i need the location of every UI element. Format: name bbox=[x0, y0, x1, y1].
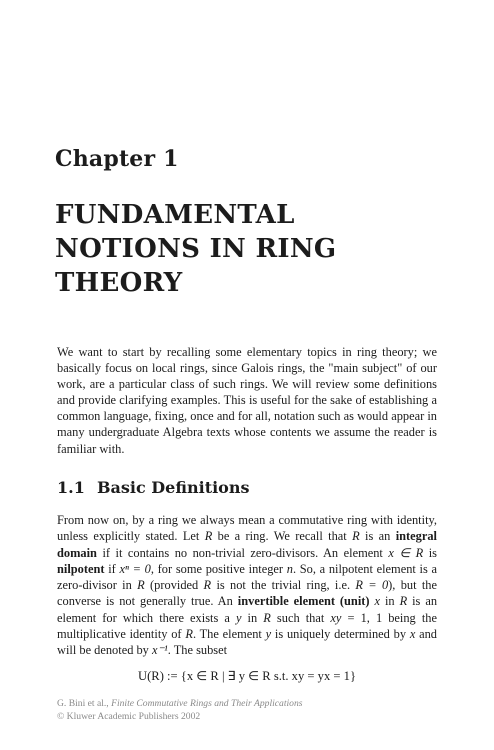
math-expression: x ∈ R bbox=[388, 545, 424, 560]
math-symbol: R bbox=[263, 610, 271, 625]
math-expression: xy bbox=[330, 610, 342, 625]
body-text: is not the trivial ring, i.e. bbox=[211, 578, 356, 593]
section-number: 1.1 bbox=[57, 478, 85, 497]
math-symbol: y bbox=[265, 627, 272, 642]
body-text: in bbox=[380, 594, 400, 609]
body-text: is uniquely determined by bbox=[271, 627, 410, 642]
body-text: = 1, 1 being the multiplicative identity of bbox=[57, 610, 437, 642]
body-text: is an element for which there exists a bbox=[57, 594, 438, 625]
footer-citation bbox=[57, 697, 303, 710]
body-text: is an bbox=[359, 529, 396, 544]
body-text: if it contains no non-trivial zero-divisors. An element bbox=[96, 545, 389, 560]
math-expression: R = 0 bbox=[355, 578, 389, 593]
body-text: . The subset bbox=[167, 643, 228, 658]
display-equation: U(R) := {x ∈ R | ∃ y ∈ R s.t. xy = yx = 1} bbox=[138, 669, 356, 683]
chapter-title bbox=[55, 198, 455, 300]
math-symbol: R bbox=[352, 529, 360, 544]
chapter-title-line: THEORY bbox=[55, 268, 183, 298]
math-symbol: x bbox=[409, 627, 416, 642]
math-expression: x⁻¹ bbox=[151, 643, 168, 658]
chapter-title-line: NOTIONS IN RING bbox=[55, 234, 337, 264]
math-symbol: x bbox=[374, 594, 380, 609]
body-text: be a ring. We recall that bbox=[212, 529, 353, 544]
body-text: in bbox=[241, 610, 264, 625]
body-text: if bbox=[104, 561, 120, 576]
term-invertible-element: invertible element (unit) bbox=[237, 594, 370, 609]
chapter-title-line: FUNDAMENTAL bbox=[55, 200, 295, 230]
section-heading bbox=[57, 478, 249, 497]
body-paragraph bbox=[57, 512, 437, 659]
math-symbol: y bbox=[235, 610, 242, 625]
body-text: is bbox=[423, 545, 438, 560]
body-text: such that bbox=[270, 610, 331, 625]
math-symbol: R bbox=[204, 529, 213, 544]
body-text: . The element bbox=[192, 627, 266, 642]
section-title: Basic Definitions bbox=[97, 478, 250, 497]
body-text: ), but the converse is not generally true. An bbox=[57, 578, 437, 609]
chapter-label: Chapter 1 bbox=[55, 146, 179, 172]
footer-copyright: © Kluwer Academic Publishers 2002 bbox=[57, 711, 201, 722]
footer-book-title: Finite Commutative Rings and Their Applications bbox=[111, 698, 303, 709]
math-symbol: R bbox=[185, 627, 193, 642]
math-expression: xⁿ = 0 bbox=[119, 561, 151, 576]
body-text: and will be denoted by bbox=[57, 627, 437, 658]
body-text: (provided bbox=[144, 578, 204, 593]
math-symbol: R bbox=[399, 594, 408, 609]
copyright-footer bbox=[57, 697, 303, 723]
footer-authors: G. Bini et al., bbox=[57, 698, 112, 709]
intro-paragraph: We want to start by recalling some elementary topics in ring theory; we basically focus on local rings, since Galois rings, the "main subject" of our work, are a particular class of such rings. We will review some definitions and provide clarifying examples. This is useful for the sake of establishing a common language, fixing, once and for all, notation such as would appear in many undergraduate Algebra texts whose contents we assume the reader is familiar with. bbox=[57, 345, 437, 456]
math-symbol: R bbox=[203, 578, 212, 593]
body-text: From now on, by a ring we always mean a commutative ring with identity, unless explicitly stated. Let bbox=[57, 513, 437, 544]
math-symbol: R bbox=[137, 578, 145, 593]
term-integral-domain: integral domain bbox=[57, 529, 437, 560]
body-text: , for some positive integer bbox=[150, 561, 287, 576]
math-symbol: n bbox=[286, 561, 293, 576]
body-text: . So, a nilpotent element is a zero-divisor in bbox=[57, 561, 438, 593]
term-nilpotent: nilpotent bbox=[57, 561, 105, 576]
